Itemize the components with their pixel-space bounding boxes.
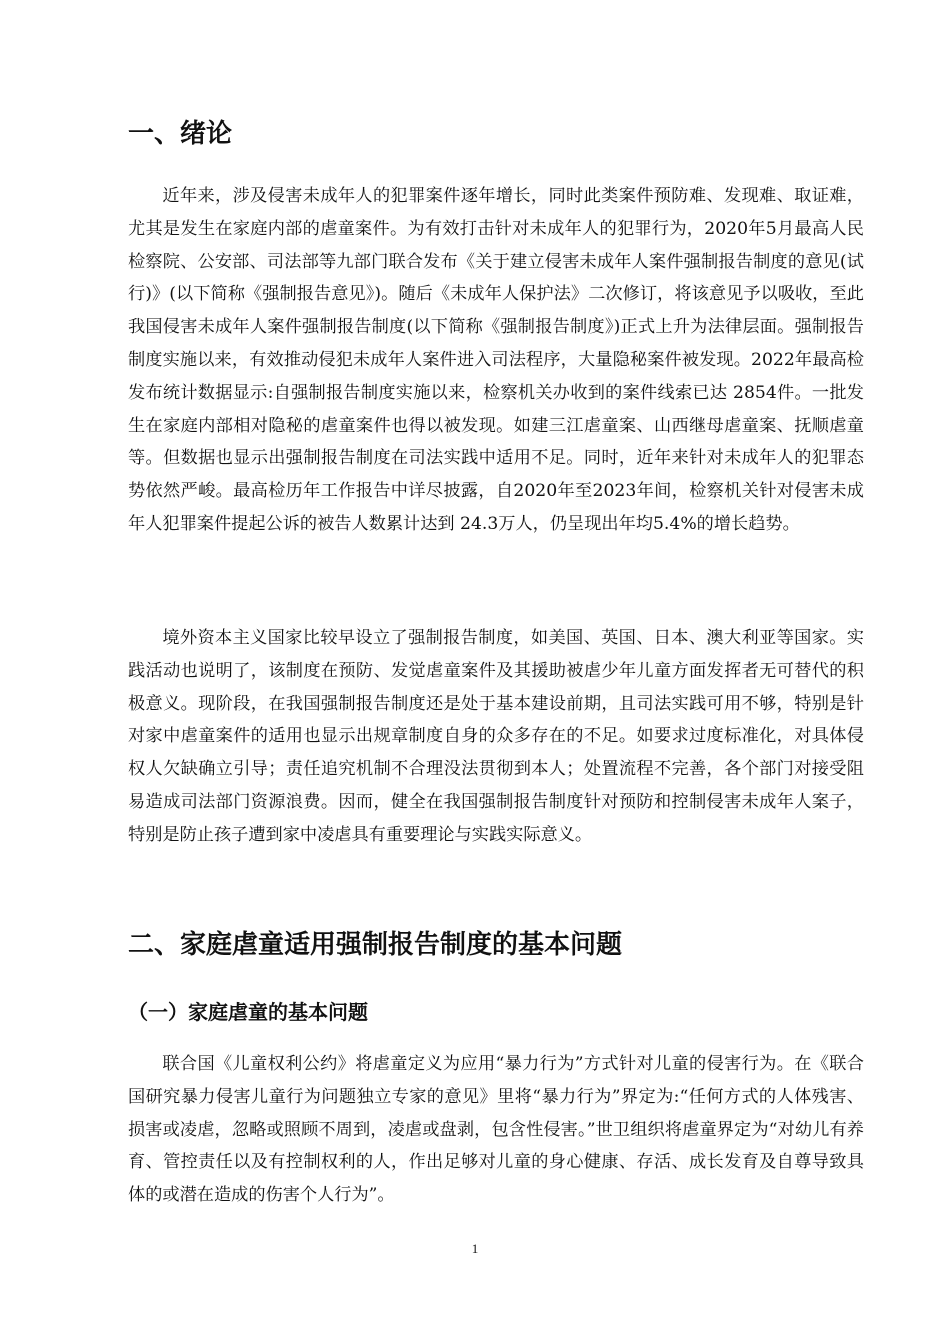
subsection-heading-family-abuse: （一）家庭虐童的基本问题 — [128, 1000, 368, 1024]
section-heading-basic-issues: 二、家庭虐童适用强制报告制度的基本问题 — [128, 930, 623, 960]
paragraph-family-abuse-1: 联合国《儿童权利公约》将虐童定义为应用“暴力行为”方式针对儿童的侵害行为。在《联合国研究暴力侵害儿童行为问题独立专家的意见》里将“暴力行为”界定为:“任何方式的人体残害、损害或凌虐，忽略或照顾不周到，凌虐或盘剥，包含性侵害。”世卫组织将虐童界定为“对幼儿有养育、管控责任以及有控制权利的人，作出足够对儿童的身心健康、存活、成长发育及自尊导致具体的或潜在造成的伤害个人行为”。 — [128, 1054, 864, 1206]
section-heading-introduction: 一、绪论 — [128, 119, 233, 149]
page-number: 1 — [471, 1241, 479, 1256]
paragraph-introduction-1: 近年来，涉及侵害未成年人的犯罪案件逐年增长，同时此类案件预防难、发现难、取证难，尤其是发生在家庭内部的虐童案件。为有效打击针对未成年人的犯罪行为，2020年5月最高人民检察院、公安部、司法部等九部门联合发布《关于建立侵害未成年人案件强制报告制度的意见(试行)》(以下简称《强制报告意见》)。随后《未成年人保护法》二次修订，将该意见予以吸收，至此我国侵害未成年人案件强制报告制度(以下简称《强制报告制度》)正式上升为法律层面。强制报告制度实施以来，有效推动侵犯未成年人案件进入司法程序，大量隐秘案件被发现。2022年最高检发布统计数据显示:自强制报告制度实施以来，检察机关办收到的案件线索已达 2854件。一批发生在家庭内部相对隐秘的虐童案件也得以被发现。如建三江虐童案、山西继母虐童案、抚顺虐童等。但数据也显示出强制报告制度在司法实践中适用不足。同时，近年来针对未成年人的犯罪态势依然严峻。最高检历年工作报告中详尽披露，自2020年至2023年间，检察机关针对侵害未成年人犯罪案件提起公诉的被告人数累计达到 24.3万人，仍呈现出年均5.4%的增长趋势。 — [128, 186, 864, 534]
paragraph-introduction-2: 境外资本主义国家比较早设立了强制报告制度，如美国、英国、日本、澳大利亚等国家。实践活动也说明了，该制度在预防、发觉虐童案件及其援助被虐少年儿童方面发挥者无可替代的积极意义。现阶段，在我国强制报告制度还是处于基本建设前期，且司法实践可用不够，特别是针对家中虐童案件的适用也显示出规章制度自身的众多存在的不足。如要求过度标准化，对具体侵权人欠缺确立引导；责任追究机制不合理没法贯彻到本人；处置流程不完善，各个部门对接受阻易造成司法部门资源浪费。因而，健全在我国强制报告制度针对预防和控制侵害未成年人案子，特别是防止孩子遭到家中凌虐具有重要理论与实践实际意义。 — [128, 628, 864, 845]
